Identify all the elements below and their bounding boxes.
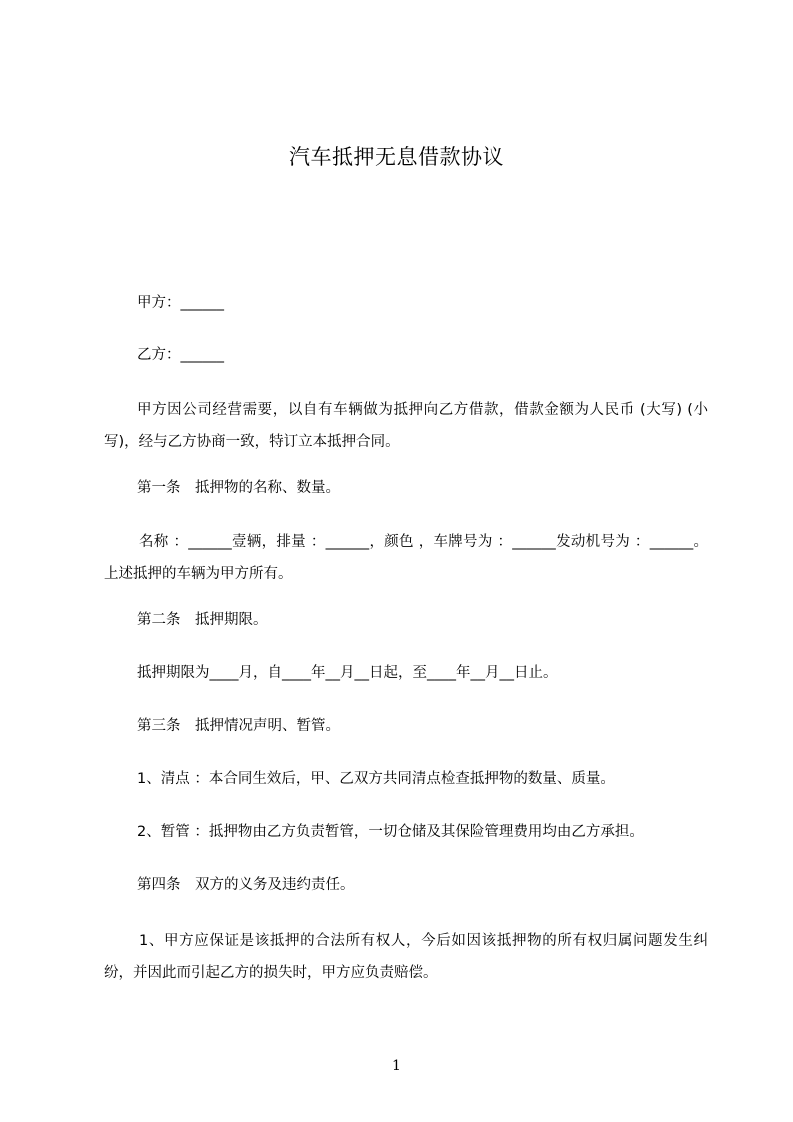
document-title: 汽车抵押无息借款协议 xyxy=(289,145,504,169)
article-1-heading: 第一条 抵押物的名称、数量。 xyxy=(137,480,340,496)
party-a-line: 甲方：______ xyxy=(137,295,224,311)
article-4-heading: 第四条 双方的义务及违约责任。 xyxy=(137,877,355,893)
intro-paragraph: 甲方因公司经营需要，以自有车辆做为抵押向乙方借款，借款金额为人民币 (大写) (小写)，经与乙方协商一致，特订立本抵押合同。 xyxy=(104,402,708,450)
article-3-item-2: 2、暂管 ：抵押物由乙方负责暂管，一切仓储及其保险管理费用均由乙方承担。 xyxy=(137,824,644,840)
article-1-body: 名称 ：______壹辆，排量 ：______，颜色 ，车牌号为 ：______发动机号为 ：______。上述抵押的车辆为甲方所有。 xyxy=(104,534,708,582)
article-3-item-1: 1、清点 ：本合同生效后，甲、乙双方共同清点检查抵押物的数量、质量。 xyxy=(137,771,615,787)
article-3-heading: 第三条 抵押情况声明、暂管。 xyxy=(137,718,340,734)
party-b-line: 乙方：______ xyxy=(137,347,224,363)
page-number: 1 xyxy=(392,1058,401,1074)
article-4-item-1: 1、甲方应保证是该抵押的合法所有权人，今后如因该抵押物的所有权归属问题发生纠纷，并因此而引起乙方的损失时，甲方应负责赔偿。 xyxy=(104,933,708,981)
article-2-body: 抵押期限为____月，自____年__月__日起，至____年__月__日止。 xyxy=(137,665,558,681)
article-2-heading: 第二条 抵押期限。 xyxy=(137,612,268,628)
